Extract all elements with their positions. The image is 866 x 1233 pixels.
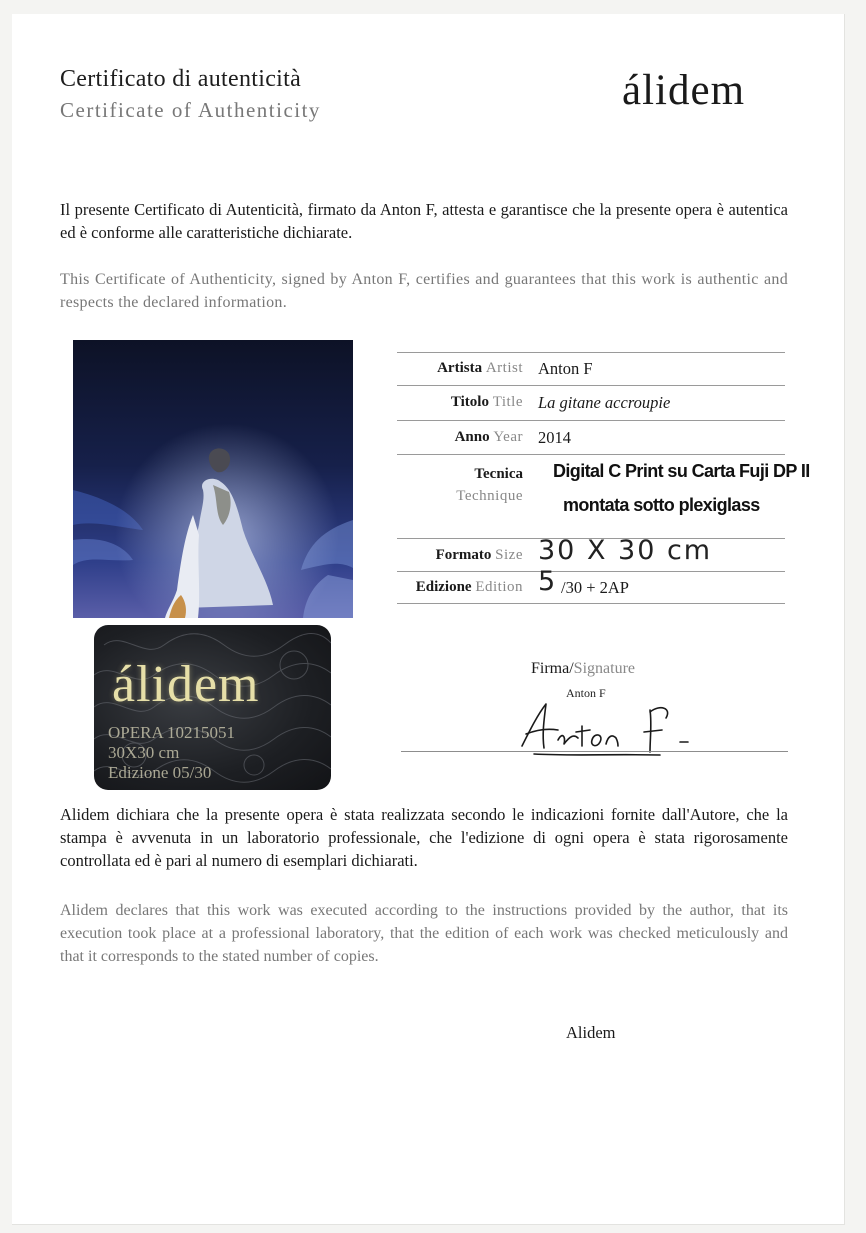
detail-label-edition: Edizione Edition [415, 579, 523, 595]
detail-value-technique-line1: Digital C Print su Carta Fuji DP II [553, 461, 810, 481]
certificate-title-english: Certificate of Authenticity [60, 98, 321, 122]
detail-row-year [397, 420, 785, 454]
detail-value-technique-line2: montata sotto plexiglass [563, 495, 760, 515]
signature-printed-name: Anton F [566, 686, 606, 700]
certificate-title-italian: Certificato di autenticità [60, 66, 302, 92]
declaration-text-italian: Alidem dichiara che la presente opera è stata realizzata secondo le indicazioni fornite dall'Autore, che la stampa è avvenuta in un laboratorio professionale, che l'edizione di ogni opera è stata rigorosamente controllata ed è pari al numero di esemplari dichiarati. [60, 805, 788, 870]
artwork-details-table [397, 352, 810, 604]
hologram-opera-code: OPERA 10215051 [108, 723, 236, 742]
detail-row-title [397, 385, 785, 420]
detail-value-size: 30 X 30 cm [538, 535, 713, 566]
detail-value-edition-number: 5 [538, 566, 558, 597]
detail-label-title: Titolo Title [450, 394, 523, 410]
detail-label-artist: Artista Artist [437, 360, 523, 376]
intro-text-italian: Il presente Certificato di Autenticità, firmato da Anton F, attesta e garantisce che la presente opera è autentica ed è conforme alle caratteristiche dichiarate. [60, 200, 788, 242]
detail-label-year: Anno Year [454, 429, 523, 445]
artwork-image [73, 340, 353, 618]
certificate-sheet [12, 14, 845, 1225]
signature-label: Firma/Signature [531, 660, 635, 677]
hologram-edition: Edizione 05/30 [108, 763, 212, 782]
declaration-text-english: Alidem declares that this work was executed according to the instructions provided by the author, that its execution took place at a professional laboratory, that the edition of each work was checked meticulously and that it corresponds to the stated number of copies. [60, 902, 788, 965]
detail-row-size [397, 535, 785, 571]
detail-label-size: Formato Size [435, 547, 523, 563]
detail-value-artist: Anton F [538, 359, 593, 378]
alidem-logo: álidem [622, 67, 746, 114]
hologram-size: 30X30 cm [108, 743, 180, 762]
closing-signatory: Alidem [566, 1023, 616, 1042]
hologram-brand: álidem [112, 656, 260, 713]
detail-value-title: La gitane accroupie [538, 393, 671, 412]
intro-text-english: This Certificate of Authenticity, signed by Anton F, certifies and guarantees that this work is authentic and respects the declared information. [60, 271, 788, 311]
signature-line [401, 751, 788, 752]
detail-value-year: 2014 [538, 428, 571, 447]
detail-row-artist [397, 352, 785, 385]
detail-row-technique [397, 454, 810, 538]
authenticity-hologram [94, 625, 331, 790]
detail-value-edition-total: /30 + 2AP [561, 578, 629, 597]
detail-row-edition [397, 566, 785, 604]
detail-label-technique: Tecnica Technique [456, 466, 523, 504]
